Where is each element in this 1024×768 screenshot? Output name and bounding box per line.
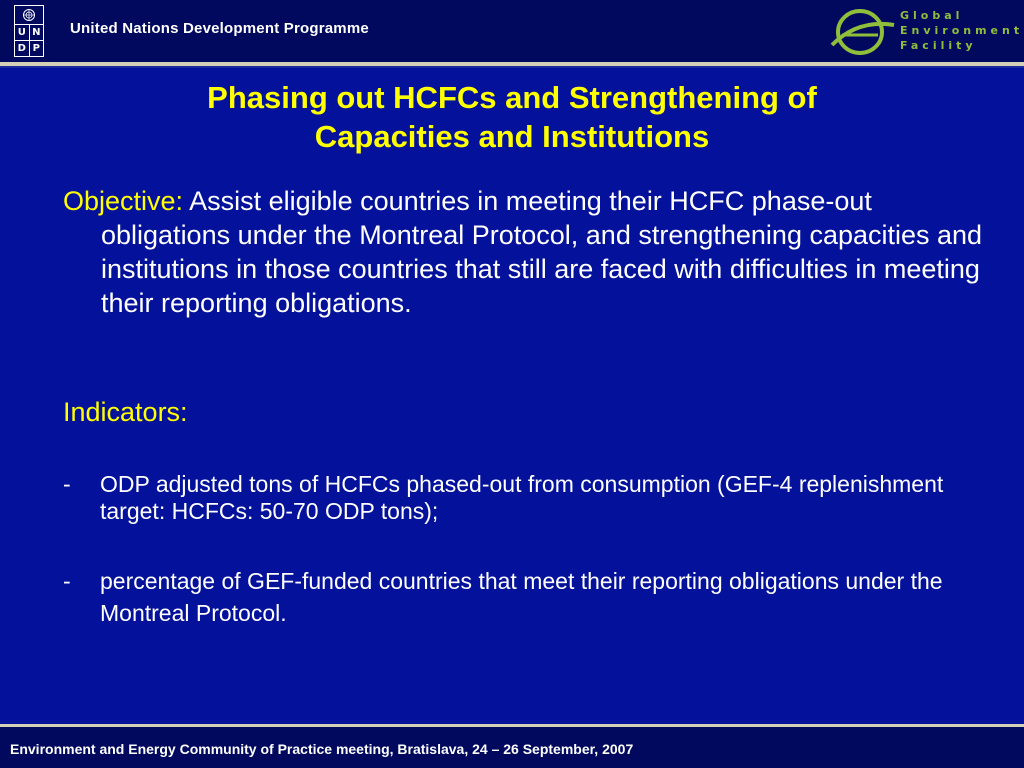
header-divider-shadow [0, 66, 1024, 68]
objective-text: Assist eligible countries in meeting their HCFC phase-out obligations under the Montreal Protocol, and strengthening capacities and institutions in those countries that still are faced with difficulties in meeting their reporting obligations. [101, 186, 983, 318]
slide-title-line-1: Phasing out HCFCs and Strengthening of [207, 80, 817, 115]
undp-letter-n: N [30, 25, 44, 40]
gef-line-facility: Facility [900, 39, 977, 52]
indicator-item [63, 471, 983, 525]
undp-letter-p: P [30, 41, 44, 56]
indicators-heading: Indicators: [63, 397, 188, 427]
bullet-marker: - [63, 568, 71, 594]
gef-line-environment: Environment [900, 24, 1024, 37]
header-bar [0, 0, 1024, 62]
objective-block [63, 184, 983, 320]
undp-logo [14, 5, 44, 57]
footer-bar [0, 727, 1024, 768]
bullet-marker: - [63, 471, 71, 497]
slide-title-line-2: Capacities and Institutions [314, 119, 710, 154]
un-emblem-icon [15, 6, 43, 24]
indicator-text: ODP adjusted tons of HCFCs phased-out from consumption (GEF-4 replenishment target: HCFCs: 50-70 ODP tons); [100, 471, 944, 524]
slide-title [60, 78, 964, 156]
org-name: United Nations Development Programme [70, 20, 369, 37]
gef-line-global: Global [900, 9, 964, 22]
undp-letter-d: D [15, 41, 29, 56]
undp-letter-u: U [15, 25, 29, 40]
footer-text: Environment and Energy Community of Practice meeting, Bratislava, 24 – 26 September, 2007 [10, 741, 634, 757]
indicator-text: percentage of GEF-funded countries that meet their reporting obligations under the Montreal Protocol. [100, 568, 943, 626]
objective-label: Objective: [63, 186, 184, 216]
objective-paragraph [63, 184, 983, 320]
gef-wordmark [900, 8, 1023, 53]
indicator-item [63, 565, 983, 629]
